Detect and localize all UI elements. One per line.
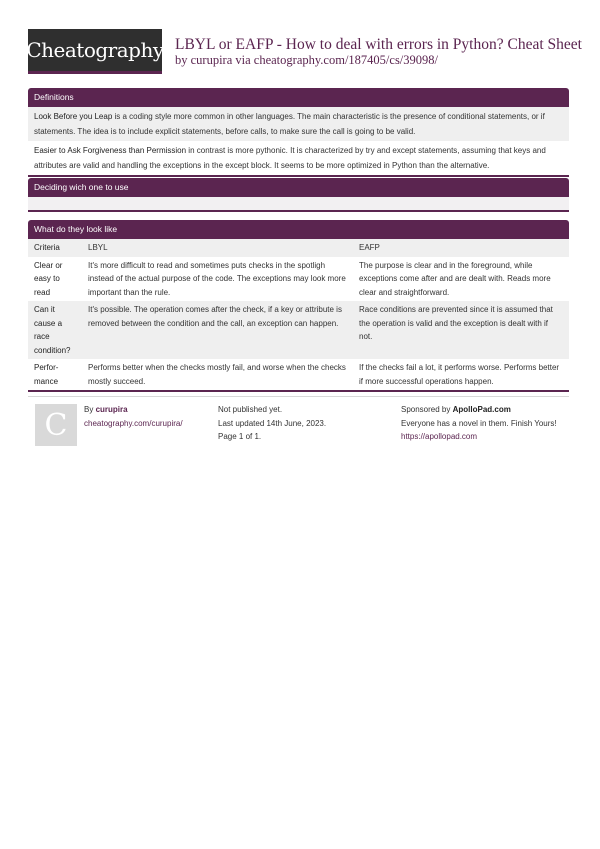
criteria-cell: Perfor-mance [34, 363, 59, 386]
table-row [28, 301, 569, 359]
cheatography-logo[interactable] [28, 29, 162, 74]
comparison-section [28, 220, 569, 392]
author-name-link[interactable]: curupira [95, 405, 128, 414]
column-header: Criteria [28, 239, 82, 257]
avatar[interactable] [35, 404, 77, 446]
criteria-cell: Can it cause a race condition? [28, 301, 82, 359]
avatar-letter: C [44, 407, 68, 443]
section-divider [28, 390, 569, 392]
table-row [28, 257, 569, 302]
page-title: LBYL or EAFP - How to deal with errors in Python? Cheat Sheet [175, 36, 582, 53]
sponsor-name-link[interactable]: ApolloPad.com [452, 405, 511, 414]
definition-text-eafp: in contrast is more pythonic. It is characterized by try and except statements, assuming that keys and attributes are valid and handling the exceptions in the except block. It seems to be more optimized in Python than the alternative. [34, 146, 546, 170]
definition-term-eafp: Easier to Ask Forgiveness than Permission [34, 146, 187, 155]
sponsor-url-link[interactable]: https://apollopad.com [401, 432, 478, 441]
eafp-cell: Race conditions are prevented since it is assumed that the operation is valid and the exception is dealt with if not. [353, 301, 569, 359]
logo-text: Cheatography [26, 38, 164, 62]
section-heading-definitions: Definitions [28, 88, 569, 107]
eafp-cell: If the checks fail a lot, it performs worse. Performs better if more successful operations happen. [359, 363, 560, 386]
comparison-table [28, 239, 569, 390]
footer-divider [28, 396, 569, 397]
definition-lbyl [28, 107, 569, 141]
sponsor-text: Everyone has a novel in them. Finish Yours! [401, 418, 557, 428]
lbyl-cell: Performs better when the checks mostly fail, and worse when the checks mostly succeed. [88, 363, 346, 386]
definitions-section [28, 88, 569, 177]
sponsor-label: Sponsored by [401, 405, 453, 414]
table-header-row [28, 239, 569, 257]
author-profile-link[interactable]: cheatography.com/curupira/ [84, 418, 183, 428]
section-heading-deciding: Deciding wich one to use [28, 178, 569, 197]
sponsor-info [401, 403, 561, 444]
author-line [84, 403, 209, 417]
author-info [84, 403, 209, 430]
definition-term-lbyl: Look Before you Leap [34, 112, 113, 121]
eafp-cell: The purpose is clear and in the foreground, while exceptions come after and are dealt with. Reads more clear and straightforward. [359, 260, 551, 297]
table-row [28, 359, 569, 390]
published-status: Not published yet. [218, 405, 283, 414]
by-label: By [84, 405, 96, 414]
section-heading-comparison: What do they look like [28, 220, 569, 239]
empty-content [28, 197, 569, 210]
section-divider [28, 210, 569, 212]
byline[interactable]: by curupira via cheatography.com/187405/cs/39098/ [175, 53, 439, 67]
last-updated: Last updated 14th June, 2023. [218, 418, 327, 428]
column-header: LBYL [82, 239, 353, 257]
definition-eafp [28, 141, 569, 175]
deciding-section [28, 178, 569, 212]
column-header: EAFP [353, 239, 569, 257]
sponsor-line [401, 403, 561, 417]
lbyl-cell: It's more difficult to read and sometimes puts checks in the spotligh instead of the actual purpose of the code. The exceptions may look more important than the rule. [88, 260, 346, 297]
criteria-cell: Clear or easy to read [34, 260, 63, 297]
publish-info [218, 403, 388, 444]
lbyl-cell: It's possible. The operation comes after the check, if a key or attribute is removed between the condition and the call, an exception can happen. [82, 301, 353, 359]
section-divider [28, 175, 569, 177]
definition-text-lbyl: is a coding style more common in other languages. The main characteristic is the presence of conditional statements, or if statements. The idea is to include explicit statements, before calls, to make sure the call is going to be valid. [34, 112, 545, 136]
page-number: Page 1 of 1. [218, 432, 262, 441]
